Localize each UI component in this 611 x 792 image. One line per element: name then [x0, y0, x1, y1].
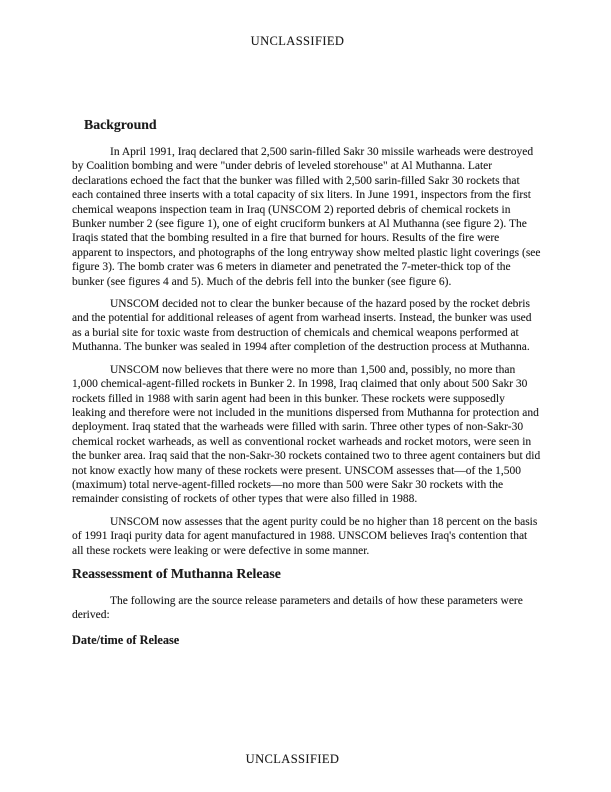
body-paragraph-3: UNSCOM now believes that there were no more than 1,500 and, possibly, no more than 1,000 chemical-agent-filled rockets in Bunker 2. In 1998, Iraq claimed that only about 500 Sakr 30 rockets filled in 1988 with sarin agent had been in this bunker. These rockets were supposedly leaking and therefore were not included in the munitions dispersed from Muthanna for protection and deployment. Iraq stated that the warheads were filled with sarin. Three other types of non-Sakr-30 chemical rocket warheads, as well as conventional rocket warheads and rocket motors, were seen in the bunker area. Iraq said that the non-Sakr-30 rockets contained two to three agent containers but did not know exactly how many of these rockets were present. UNSCOM assesses that—of the 1,500 (maximum) total nerve-agent-filled rockets—no more than 500 were Sakr 30 rockets with the remainder consisting of rockets of other types that were also filled in 1988. [72, 363, 541, 506]
section-heading-background: Background [84, 117, 157, 132]
body-paragraph-1: In April 1991, Iraq declared that 2,500 sarin-filled Sakr 30 missile warheads were destroyed by Coalition bombing and were "under debris of leveled storehouse" at Al Muthanna. Later declarations echoed the fact that the bunker was filled with 2,500 sarin-filled Sakr 30 rockets that each contained three inserts with a total capacity of six liters. In June 1991, inspectors from the first chemical weapons inspection team in Iraq (UNSCOM 2) reported debris of chemical rockets in Bunker number 2 (see figure 1), one of eight cruciform bunkers at Al Muthanna (see figure 2). The Iraqis stated that the bombing resulted in a fire that burned for hours. Results of the fire were apparent to inspectors, and photographs of the long entryway show melted plastic light coverings (see figure 3). The bomb crater was 6 meters in diameter and penetrated the 7-meter-thick top of the bunker (see figures 4 and 5). Much of the debris fell into the bunker (see figure 6). [72, 146, 541, 288]
classification-header: UNCLASSIFIED [250, 34, 345, 48]
subsection-heading-datetime-of-release: Date/time of Release [72, 632, 180, 647]
body-paragraph-2: UNSCOM decided not to clear the bunker because of the hazard posed by the rocket debris and the potential for additional releases of agent from warhead inserts. Instead, the bunker was used as a burial site for toxic waste from destruction of chemicals and chemical weapons performed at Muthanna. The bunker was sealed in 1994 after completion of the destruction process at Muthanna. [72, 298, 532, 354]
classification-footer: UNCLASSIFIED [245, 752, 340, 766]
body-paragraph-5: The following are the source release parameters and details of how these parameters were derived: [72, 594, 523, 622]
document-body [72, 117, 541, 648]
section-heading-reassessment: Reassessment of Muthanna Release [72, 565, 281, 581]
body-paragraph-4: UNSCOM now assesses that the agent purity could be no higher than 18 percent on the basis of 1991 Iraqi purity data for agent manufactured in 1988. UNSCOM believes Iraq's contention that all these rockets were leaking or were defective in some manner. [72, 515, 538, 557]
